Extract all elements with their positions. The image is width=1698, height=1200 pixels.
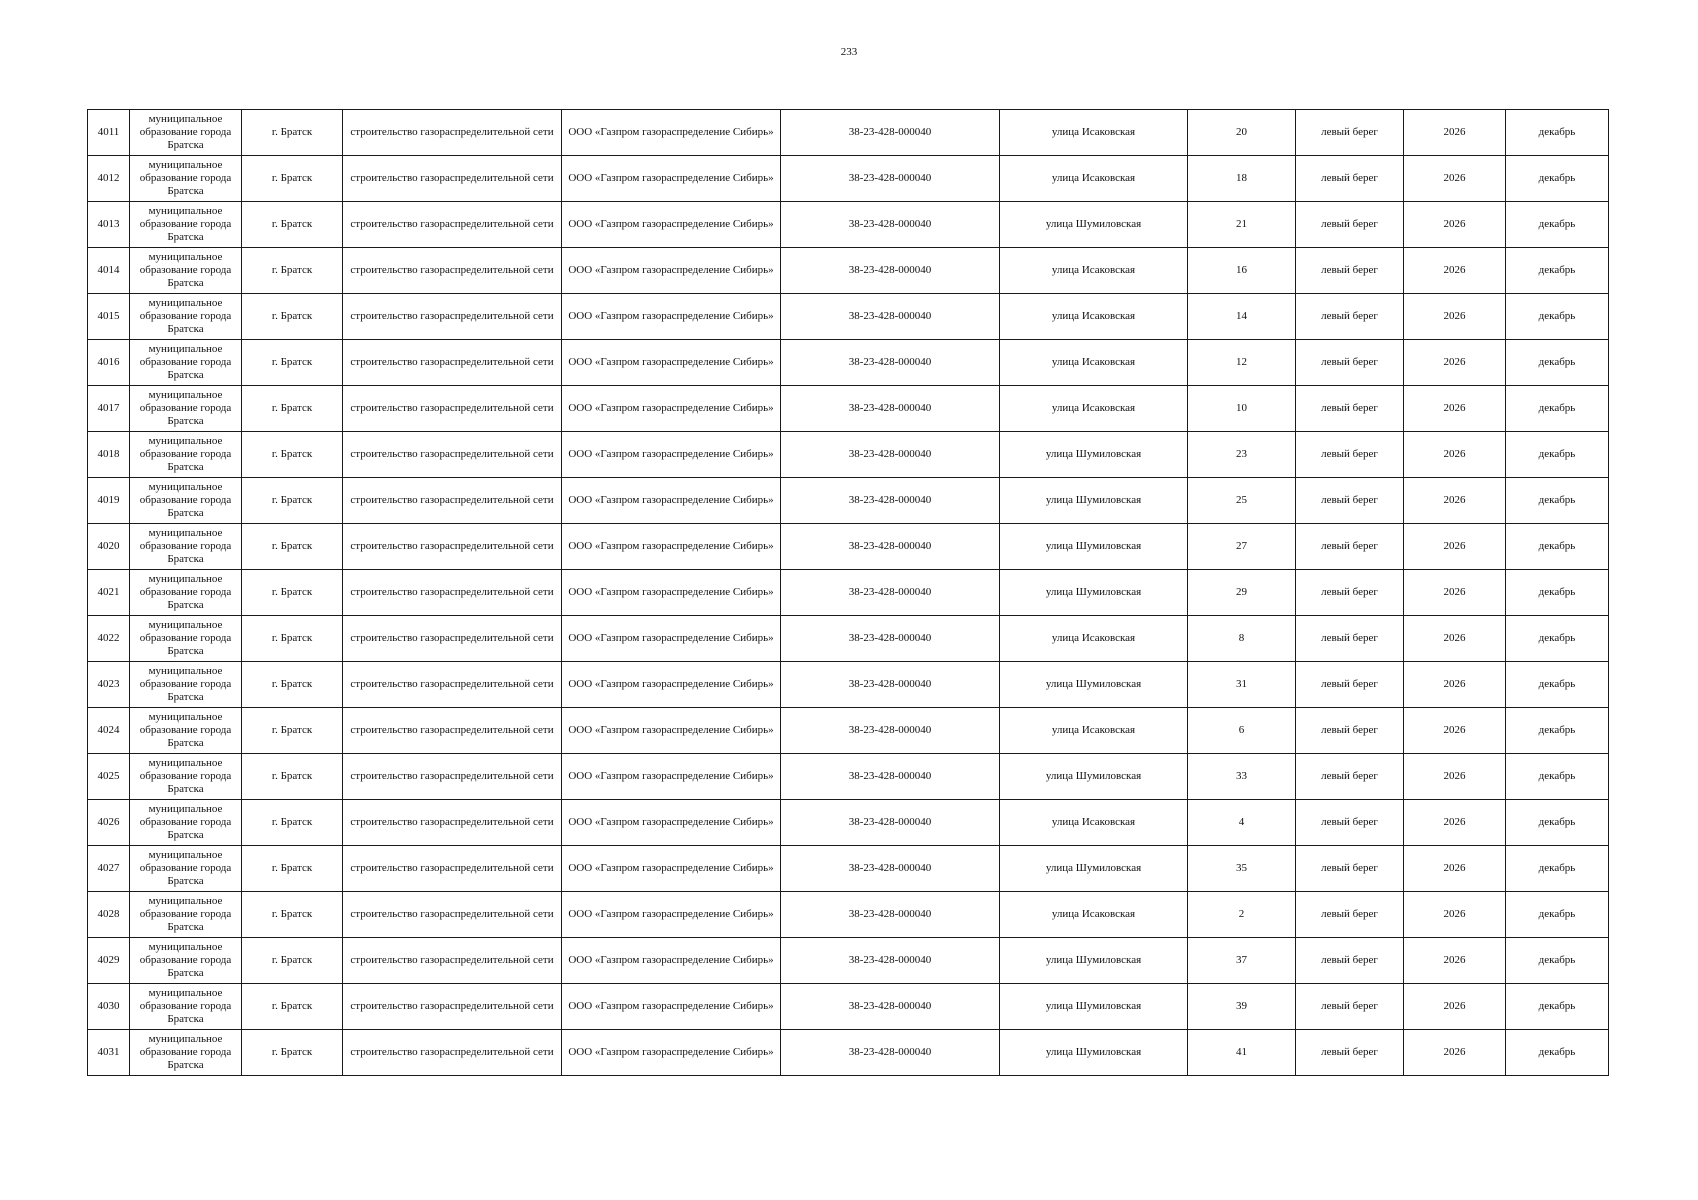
street-cell: улица Шумиловская: [1000, 938, 1188, 984]
year-cell: 2026: [1404, 202, 1506, 248]
month-cell: декабрь: [1506, 248, 1609, 294]
organization-cell: ООО «Газпром газораспределение Сибирь»: [562, 800, 781, 846]
row-number-cell: 4026: [88, 800, 130, 846]
area-cell: левый берег: [1296, 846, 1404, 892]
table-row: [88, 1030, 1609, 1076]
row-number-cell: 4014: [88, 248, 130, 294]
organization-cell: ООО «Газпром газораспределение Сибирь»: [562, 984, 781, 1030]
street-cell: улица Шумиловская: [1000, 754, 1188, 800]
organization-cell: ООО «Газпром газораспределение Сибирь»: [562, 248, 781, 294]
oktmo-code-cell: 38-23-428-000040: [781, 432, 1000, 478]
table-row: [88, 248, 1609, 294]
house-number-cell: 37: [1188, 938, 1296, 984]
municipality-cell: муниципальное образование города Братска: [130, 386, 242, 432]
month-cell: декабрь: [1506, 386, 1609, 432]
locality-cell: г. Братск: [242, 892, 343, 938]
organization-cell: ООО «Газпром газораспределение Сибирь»: [562, 662, 781, 708]
municipality-cell: муниципальное образование города Братска: [130, 432, 242, 478]
street-cell: улица Исаковская: [1000, 616, 1188, 662]
oktmo-code-cell: 38-23-428-000040: [781, 248, 1000, 294]
table-row: [88, 892, 1609, 938]
organization-cell: ООО «Газпром газораспределение Сибирь»: [562, 110, 781, 156]
street-cell: улица Шумиловская: [1000, 846, 1188, 892]
street-cell: улица Шумиловская: [1000, 432, 1188, 478]
month-cell: декабрь: [1506, 156, 1609, 202]
municipality-cell: муниципальное образование города Братска: [130, 478, 242, 524]
row-number-cell: 4020: [88, 524, 130, 570]
month-cell: декабрь: [1506, 340, 1609, 386]
object-cell: строительство газораспределительной сети: [343, 386, 562, 432]
area-cell: левый берег: [1296, 616, 1404, 662]
oktmo-code-cell: 38-23-428-000040: [781, 984, 1000, 1030]
municipality-cell: муниципальное образование города Братска: [130, 524, 242, 570]
month-cell: декабрь: [1506, 984, 1609, 1030]
house-number-cell: 41: [1188, 1030, 1296, 1076]
street-cell: улица Шумиловская: [1000, 662, 1188, 708]
locality-cell: г. Братск: [242, 708, 343, 754]
table-row: [88, 202, 1609, 248]
row-number-cell: 4021: [88, 570, 130, 616]
row-number-cell: 4019: [88, 478, 130, 524]
row-number-cell: 4025: [88, 754, 130, 800]
row-number-cell: 4011: [88, 110, 130, 156]
street-cell: улица Исаковская: [1000, 294, 1188, 340]
oktmo-code-cell: 38-23-428-000040: [781, 846, 1000, 892]
area-cell: левый берег: [1296, 662, 1404, 708]
month-cell: декабрь: [1506, 800, 1609, 846]
month-cell: декабрь: [1506, 892, 1609, 938]
locality-cell: г. Братск: [242, 432, 343, 478]
year-cell: 2026: [1404, 892, 1506, 938]
municipality-cell: муниципальное образование города Братска: [130, 294, 242, 340]
house-number-cell: 6: [1188, 708, 1296, 754]
oktmo-code-cell: 38-23-428-000040: [781, 524, 1000, 570]
organization-cell: ООО «Газпром газораспределение Сибирь»: [562, 386, 781, 432]
row-number-cell: 4017: [88, 386, 130, 432]
row-number-cell: 4016: [88, 340, 130, 386]
oktmo-code-cell: 38-23-428-000040: [781, 110, 1000, 156]
object-cell: строительство газораспределительной сети: [343, 340, 562, 386]
oktmo-code-cell: 38-23-428-000040: [781, 202, 1000, 248]
organization-cell: ООО «Газпром газораспределение Сибирь»: [562, 432, 781, 478]
house-number-cell: 25: [1188, 478, 1296, 524]
locality-cell: г. Братск: [242, 662, 343, 708]
locality-cell: г. Братск: [242, 984, 343, 1030]
row-number-cell: 4022: [88, 616, 130, 662]
area-cell: левый берег: [1296, 294, 1404, 340]
year-cell: 2026: [1404, 800, 1506, 846]
oktmo-code-cell: 38-23-428-000040: [781, 340, 1000, 386]
street-cell: улица Исаковская: [1000, 340, 1188, 386]
organization-cell: ООО «Газпром газораспределение Сибирь»: [562, 754, 781, 800]
area-cell: левый берег: [1296, 524, 1404, 570]
organization-cell: ООО «Газпром газораспределение Сибирь»: [562, 524, 781, 570]
table-row: [88, 524, 1609, 570]
locality-cell: г. Братск: [242, 524, 343, 570]
table-row: [88, 938, 1609, 984]
house-number-cell: 14: [1188, 294, 1296, 340]
object-cell: строительство газораспределительной сети: [343, 800, 562, 846]
street-cell: улица Шумиловская: [1000, 570, 1188, 616]
page-number: 233: [840, 46, 858, 58]
organization-cell: ООО «Газпром газораспределение Сибирь»: [562, 478, 781, 524]
oktmo-code-cell: 38-23-428-000040: [781, 156, 1000, 202]
municipality-cell: муниципальное образование города Братска: [130, 202, 242, 248]
area-cell: левый берег: [1296, 984, 1404, 1030]
area-cell: левый берег: [1296, 202, 1404, 248]
year-cell: 2026: [1404, 478, 1506, 524]
oktmo-code-cell: 38-23-428-000040: [781, 662, 1000, 708]
house-number-cell: 29: [1188, 570, 1296, 616]
year-cell: 2026: [1404, 386, 1506, 432]
house-number-cell: 33: [1188, 754, 1296, 800]
year-cell: 2026: [1404, 938, 1506, 984]
street-cell: улица Шумиловская: [1000, 984, 1188, 1030]
municipality-cell: муниципальное образование города Братска: [130, 248, 242, 294]
municipality-cell: муниципальное образование города Братска: [130, 1030, 242, 1076]
area-cell: левый берег: [1296, 800, 1404, 846]
month-cell: декабрь: [1506, 294, 1609, 340]
table-row: [88, 340, 1609, 386]
object-cell: строительство газораспределительной сети: [343, 524, 562, 570]
street-cell: улица Исаковская: [1000, 248, 1188, 294]
locality-cell: г. Братск: [242, 616, 343, 662]
year-cell: 2026: [1404, 754, 1506, 800]
row-number-cell: 4013: [88, 202, 130, 248]
year-cell: 2026: [1404, 156, 1506, 202]
table-row: [88, 478, 1609, 524]
table-row: [88, 616, 1609, 662]
month-cell: декабрь: [1506, 478, 1609, 524]
row-number-cell: 4030: [88, 984, 130, 1030]
oktmo-code-cell: 38-23-428-000040: [781, 294, 1000, 340]
area-cell: левый берег: [1296, 570, 1404, 616]
locality-cell: г. Братск: [242, 754, 343, 800]
row-number-cell: 4023: [88, 662, 130, 708]
locality-cell: г. Братск: [242, 570, 343, 616]
month-cell: декабрь: [1506, 432, 1609, 478]
table-row: [88, 294, 1609, 340]
object-cell: строительство газораспределительной сети: [343, 846, 562, 892]
month-cell: декабрь: [1506, 202, 1609, 248]
street-cell: улица Шумиловская: [1000, 524, 1188, 570]
locality-cell: г. Братск: [242, 1030, 343, 1076]
oktmo-code-cell: 38-23-428-000040: [781, 708, 1000, 754]
oktmo-code-cell: 38-23-428-000040: [781, 1030, 1000, 1076]
organization-cell: ООО «Газпром газораспределение Сибирь»: [562, 156, 781, 202]
area-cell: левый берег: [1296, 754, 1404, 800]
row-number-cell: 4012: [88, 156, 130, 202]
year-cell: 2026: [1404, 432, 1506, 478]
house-number-cell: 20: [1188, 110, 1296, 156]
table-row: [88, 708, 1609, 754]
municipality-cell: муниципальное образование города Братска: [130, 662, 242, 708]
house-number-cell: 16: [1188, 248, 1296, 294]
object-cell: строительство газораспределительной сети: [343, 570, 562, 616]
street-cell: улица Исаковская: [1000, 386, 1188, 432]
organization-cell: ООО «Газпром газораспределение Сибирь»: [562, 202, 781, 248]
year-cell: 2026: [1404, 1030, 1506, 1076]
oktmo-code-cell: 38-23-428-000040: [781, 386, 1000, 432]
month-cell: декабрь: [1506, 938, 1609, 984]
locality-cell: г. Братск: [242, 248, 343, 294]
row-number-cell: 4018: [88, 432, 130, 478]
house-number-cell: 2: [1188, 892, 1296, 938]
municipality-cell: муниципальное образование города Братска: [130, 110, 242, 156]
municipality-cell: муниципальное образование города Братска: [130, 754, 242, 800]
month-cell: декабрь: [1506, 1030, 1609, 1076]
table-row: [88, 110, 1609, 156]
object-cell: строительство газораспределительной сети: [343, 202, 562, 248]
month-cell: декабрь: [1506, 570, 1609, 616]
locality-cell: г. Братск: [242, 800, 343, 846]
organization-cell: ООО «Газпром газораспределение Сибирь»: [562, 616, 781, 662]
locality-cell: г. Братск: [242, 340, 343, 386]
locality-cell: г. Братск: [242, 846, 343, 892]
month-cell: декабрь: [1506, 754, 1609, 800]
month-cell: декабрь: [1506, 846, 1609, 892]
municipality-cell: муниципальное образование города Братска: [130, 616, 242, 662]
house-number-cell: 10: [1188, 386, 1296, 432]
organization-cell: ООО «Газпром газораспределение Сибирь»: [562, 846, 781, 892]
organization-cell: ООО «Газпром газораспределение Сибирь»: [562, 892, 781, 938]
street-cell: улица Шумиловская: [1000, 1030, 1188, 1076]
year-cell: 2026: [1404, 662, 1506, 708]
house-number-cell: 31: [1188, 662, 1296, 708]
month-cell: декабрь: [1506, 616, 1609, 662]
year-cell: 2026: [1404, 846, 1506, 892]
oktmo-code-cell: 38-23-428-000040: [781, 800, 1000, 846]
house-number-cell: 18: [1188, 156, 1296, 202]
object-cell: строительство газораспределительной сети: [343, 662, 562, 708]
row-number-cell: 4031: [88, 1030, 130, 1076]
object-cell: строительство газораспределительной сети: [343, 1030, 562, 1076]
house-number-cell: 23: [1188, 432, 1296, 478]
object-cell: строительство газораспределительной сети: [343, 432, 562, 478]
area-cell: левый берег: [1296, 708, 1404, 754]
table-row: [88, 432, 1609, 478]
area-cell: левый берег: [1296, 110, 1404, 156]
municipality-cell: муниципальное образование города Братска: [130, 892, 242, 938]
month-cell: декабрь: [1506, 662, 1609, 708]
area-cell: левый берег: [1296, 892, 1404, 938]
oktmo-code-cell: 38-23-428-000040: [781, 570, 1000, 616]
locality-cell: г. Братск: [242, 294, 343, 340]
registry-rows: [88, 110, 1609, 1076]
object-cell: строительство газораспределительной сети: [343, 892, 562, 938]
street-cell: улица Шумиловская: [1000, 478, 1188, 524]
area-cell: левый берег: [1296, 340, 1404, 386]
municipality-cell: муниципальное образование города Братска: [130, 708, 242, 754]
object-cell: строительство газораспределительной сети: [343, 294, 562, 340]
organization-cell: ООО «Газпром газораспределение Сибирь»: [562, 1030, 781, 1076]
locality-cell: г. Братск: [242, 478, 343, 524]
municipality-cell: муниципальное образование города Братска: [130, 846, 242, 892]
house-number-cell: 35: [1188, 846, 1296, 892]
street-cell: улица Исаковская: [1000, 800, 1188, 846]
table-row: [88, 570, 1609, 616]
oktmo-code-cell: 38-23-428-000040: [781, 938, 1000, 984]
organization-cell: ООО «Газпром газораспределение Сибирь»: [562, 570, 781, 616]
locality-cell: г. Братск: [242, 938, 343, 984]
table-row: [88, 846, 1609, 892]
street-cell: улица Исаковская: [1000, 156, 1188, 202]
year-cell: 2026: [1404, 570, 1506, 616]
year-cell: 2026: [1404, 248, 1506, 294]
year-cell: 2026: [1404, 340, 1506, 386]
year-cell: 2026: [1404, 708, 1506, 754]
municipality-cell: муниципальное образование города Братска: [130, 984, 242, 1030]
street-cell: улица Исаковская: [1000, 892, 1188, 938]
object-cell: строительство газораспределительной сети: [343, 616, 562, 662]
locality-cell: г. Братск: [242, 386, 343, 432]
object-cell: строительство газораспределительной сети: [343, 754, 562, 800]
row-number-cell: 4024: [88, 708, 130, 754]
locality-cell: г. Братск: [242, 110, 343, 156]
table-row: [88, 662, 1609, 708]
table-row: [88, 754, 1609, 800]
area-cell: левый берег: [1296, 938, 1404, 984]
organization-cell: ООО «Газпром газораспределение Сибирь»: [562, 340, 781, 386]
street-cell: улица Исаковская: [1000, 110, 1188, 156]
oktmo-code-cell: 38-23-428-000040: [781, 892, 1000, 938]
year-cell: 2026: [1404, 984, 1506, 1030]
object-cell: строительство газораспределительной сети: [343, 984, 562, 1030]
row-number-cell: 4027: [88, 846, 130, 892]
municipality-cell: муниципальное образование города Братска: [130, 800, 242, 846]
house-number-cell: 12: [1188, 340, 1296, 386]
year-cell: 2026: [1404, 294, 1506, 340]
object-cell: строительство газораспределительной сети: [343, 248, 562, 294]
area-cell: левый берег: [1296, 432, 1404, 478]
house-number-cell: 21: [1188, 202, 1296, 248]
registry-table: [87, 109, 1609, 1076]
area-cell: левый берег: [1296, 156, 1404, 202]
table-row: [88, 800, 1609, 846]
year-cell: 2026: [1404, 110, 1506, 156]
municipality-cell: муниципальное образование города Братска: [130, 156, 242, 202]
street-cell: улица Шумиловская: [1000, 202, 1188, 248]
object-cell: строительство газораспределительной сети: [343, 110, 562, 156]
row-number-cell: 4028: [88, 892, 130, 938]
locality-cell: г. Братск: [242, 202, 343, 248]
area-cell: левый берег: [1296, 248, 1404, 294]
row-number-cell: 4029: [88, 938, 130, 984]
area-cell: левый берег: [1296, 386, 1404, 432]
object-cell: строительство газораспределительной сети: [343, 708, 562, 754]
oktmo-code-cell: 38-23-428-000040: [781, 616, 1000, 662]
object-cell: строительство газораспределительной сети: [343, 478, 562, 524]
year-cell: 2026: [1404, 616, 1506, 662]
object-cell: строительство газораспределительной сети: [343, 938, 562, 984]
oktmo-code-cell: 38-23-428-000040: [781, 754, 1000, 800]
table-row: [88, 984, 1609, 1030]
house-number-cell: 8: [1188, 616, 1296, 662]
house-number-cell: 39: [1188, 984, 1296, 1030]
municipality-cell: муниципальное образование города Братска: [130, 938, 242, 984]
oktmo-code-cell: 38-23-428-000040: [781, 478, 1000, 524]
month-cell: декабрь: [1506, 110, 1609, 156]
month-cell: декабрь: [1506, 524, 1609, 570]
object-cell: строительство газораспределительной сети: [343, 156, 562, 202]
table-row: [88, 156, 1609, 202]
locality-cell: г. Братск: [242, 156, 343, 202]
organization-cell: ООО «Газпром газораспределение Сибирь»: [562, 938, 781, 984]
house-number-cell: 4: [1188, 800, 1296, 846]
table-row: [88, 386, 1609, 432]
municipality-cell: муниципальное образование города Братска: [130, 340, 242, 386]
month-cell: декабрь: [1506, 708, 1609, 754]
house-number-cell: 27: [1188, 524, 1296, 570]
year-cell: 2026: [1404, 524, 1506, 570]
area-cell: левый берег: [1296, 478, 1404, 524]
area-cell: левый берег: [1296, 1030, 1404, 1076]
street-cell: улица Исаковская: [1000, 708, 1188, 754]
municipality-cell: муниципальное образование города Братска: [130, 570, 242, 616]
organization-cell: ООО «Газпром газораспределение Сибирь»: [562, 708, 781, 754]
row-number-cell: 4015: [88, 294, 130, 340]
organization-cell: ООО «Газпром газораспределение Сибирь»: [562, 294, 781, 340]
